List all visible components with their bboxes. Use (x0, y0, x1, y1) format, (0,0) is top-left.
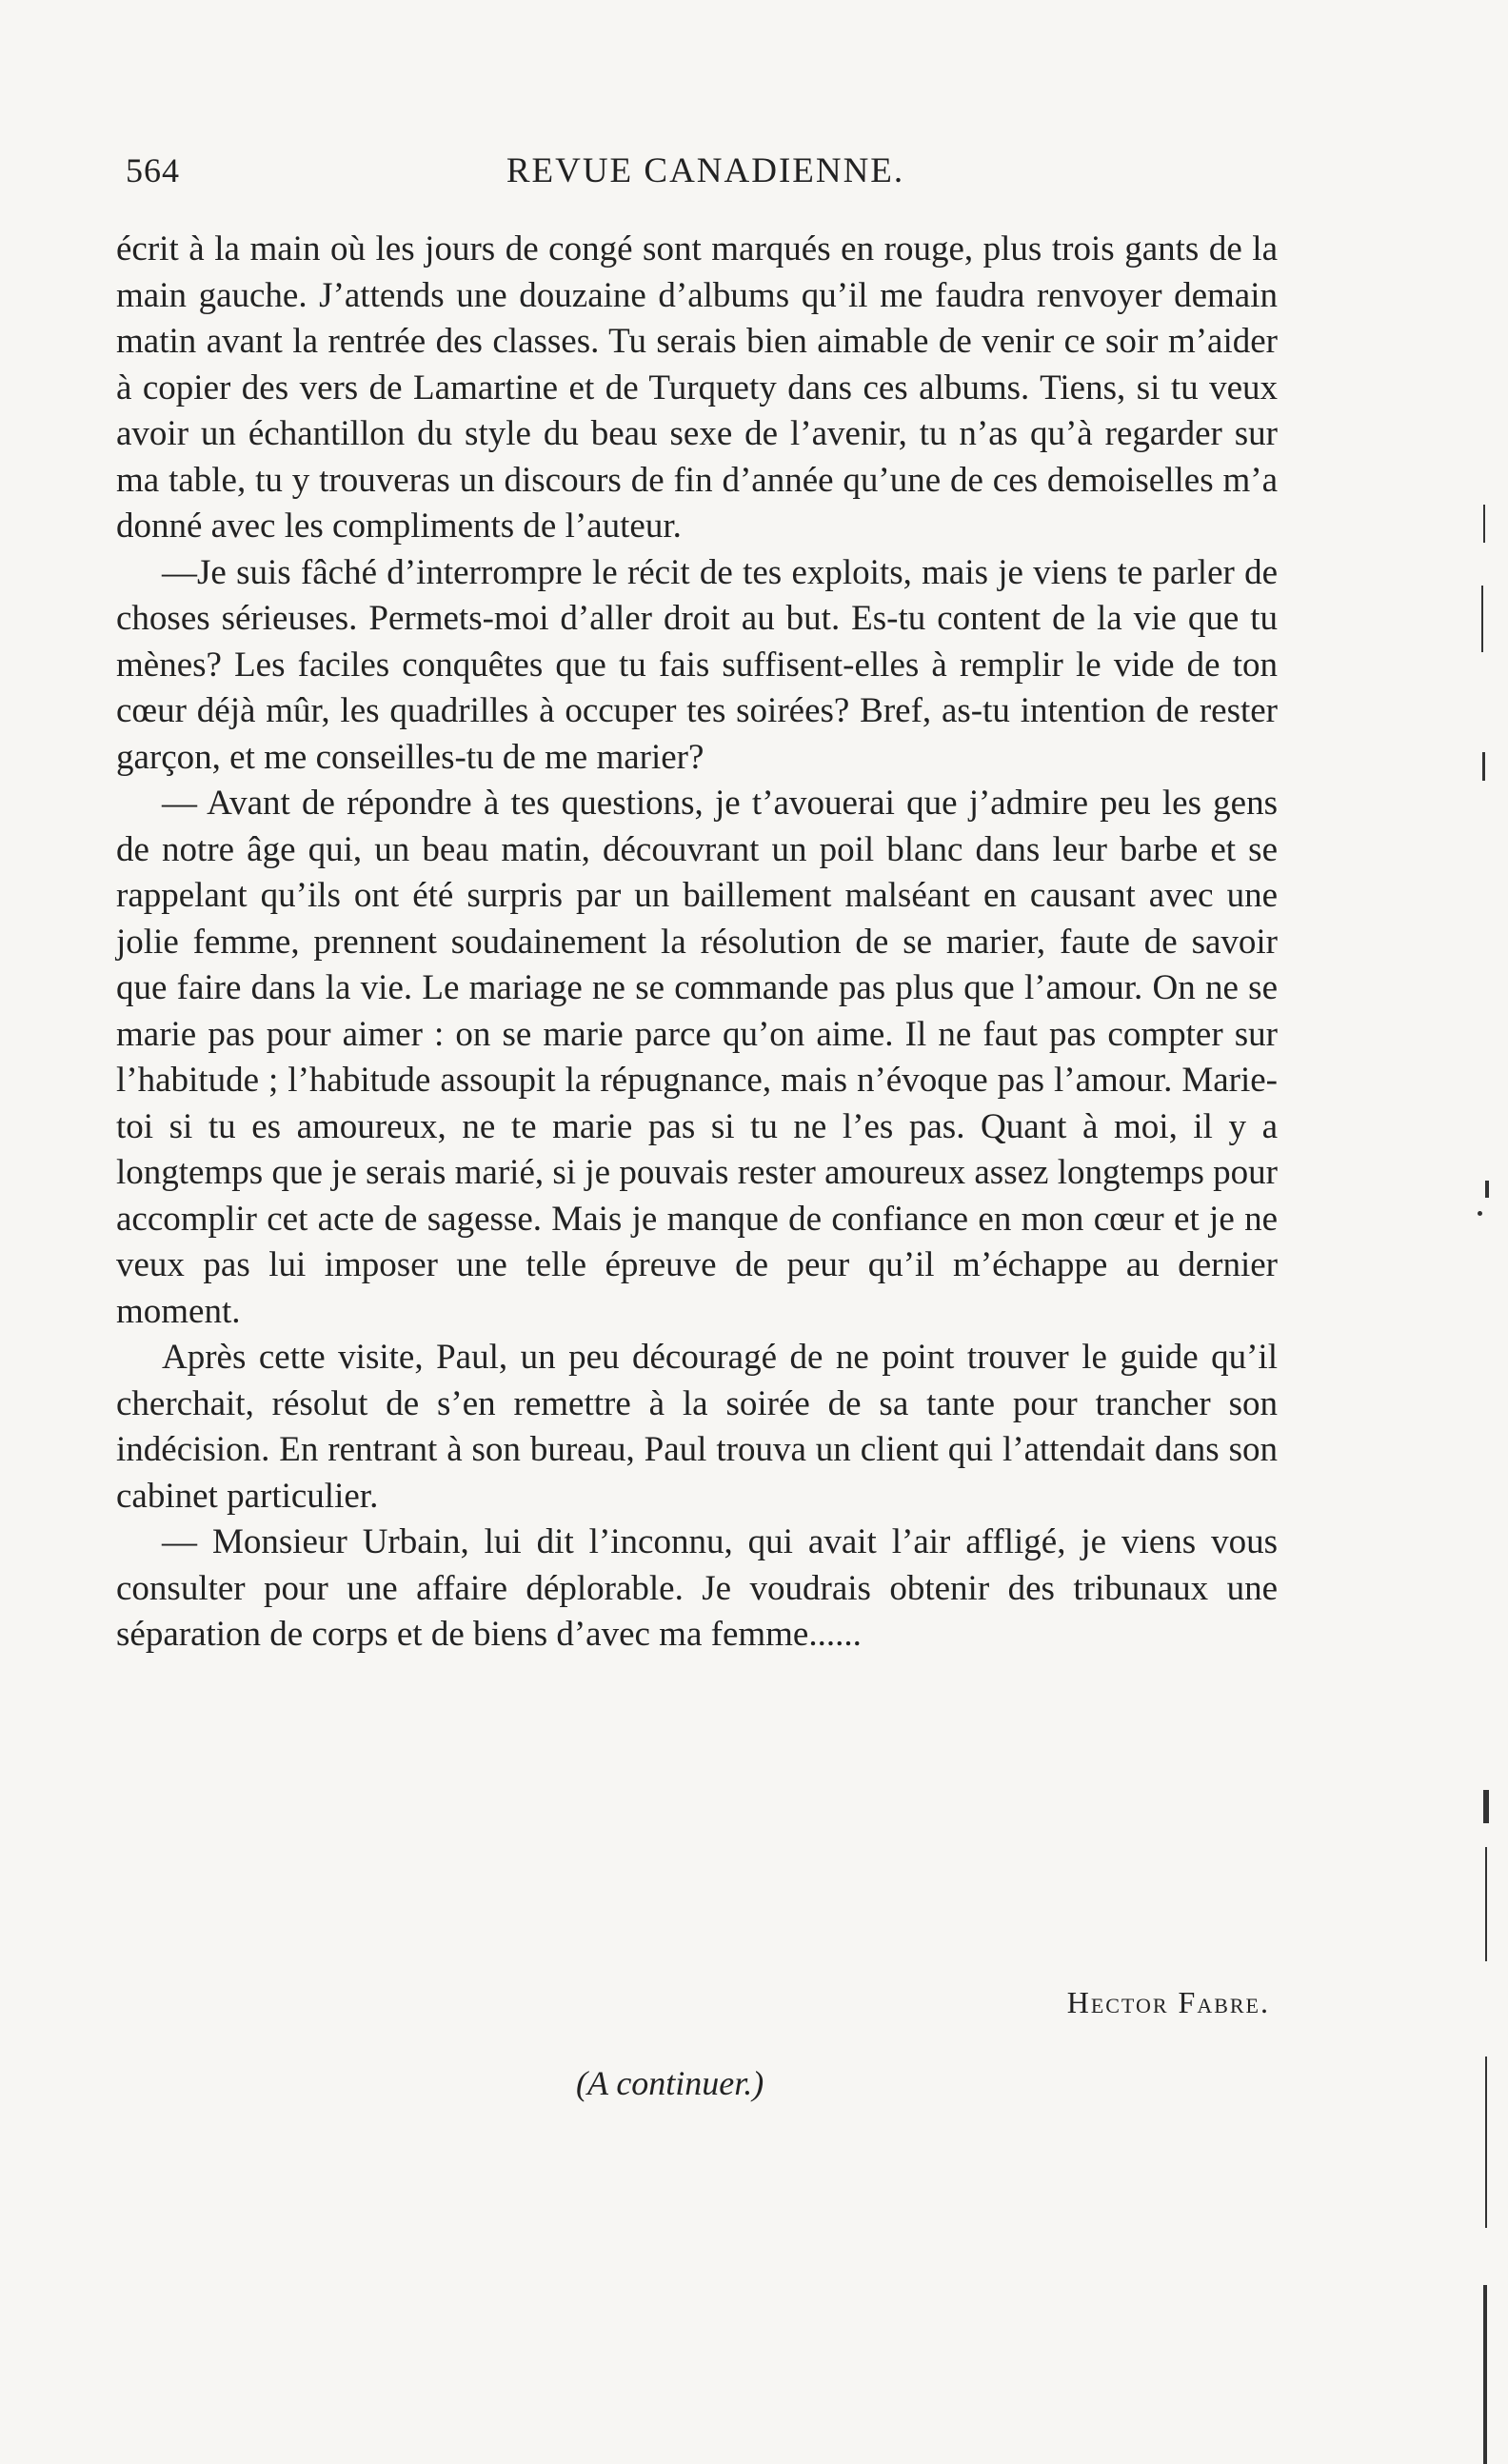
binding-edge-mark (1483, 505, 1485, 543)
binding-edge-mark (1483, 1790, 1489, 1823)
paragraph: —Je suis fâché d’interrompre le récit de tes exploits, mais je viens te parler de choses sérieuses. Permets-moi d’aller droit au but. Es-tu content de la vie que tu mènes? Les faciles conquêtes que tu fais suffisent-elles à remplir le vide de ton cœur déjà mûr, les quadrilles à occuper tes soirées? Bref, as-tu intention de rester garçon, et me conseilles-tu de me marier? (116, 552, 1278, 777)
paragraph: Après cette visite, Paul, un peu découragé de ne point trouver le guide qu’il cherchait, résolut de s’en remettre à la soirée de sa tante pour trancher son indécision. En rentrant à son bureau, Paul trouva un client qui l’attendait dans son cabinet particulier. (116, 1338, 1278, 1516)
paragraph: — Avant de répondre à tes questions, je t’avouerai que j’admire peu les gens de notre âge qui, un beau matin, découvrant un poil blanc dans leur barbe et se rappelant qu’ils ont été surpris par un baillement malséant en causant avec une jolie femme, prennent soudainement la résolution de se marier, faute de savoir que faire dans la vie. Le mariage ne se commande pas plus que l’amour. On ne se marie pas pour aimer : on se marie parce qu’on aime. Il ne faut pas compter sur l’habitude ; l’habitude assoupit la répugnance, mais n’évoque pas l’amour. Marie-toi si tu es amoureux, ne te marie pas si tu ne l’es pas. Quant à moi, il y a longtemps que je serais marié, si je pouvais rester amoureux assez longtemps pour accomplir cet acte de sagesse. Mais je manque de confiance en mon cœur et je ne veux pas lui imposer une telle épreuve de peur qu’il m’échappe au dernier moment. (116, 784, 1278, 1331)
binding-edge-mark (1483, 2285, 1487, 2464)
binding-edge-mark (1485, 2057, 1487, 2228)
paragraph: écrit à la main où les jours de congé sont marqués en rouge, plus trois gants de la main gauche. J’attends une douzaine d’albums qu’il me faudra renvoyer demain matin avant la rentrée des classes. Tu serais bien aimable de venir ce soir m’aider à copier des vers de Lamartine et de Turquety dans ces albums. Tiens, si tu veux avoir un échantillon du style du beau sexe de l’avenir, tu n’as qu’à regarder sur ma table, tu y trouveras un discours de fin d’année qu’une de ces demoiselles m’a donné avec les compliments de l’auteur. (116, 229, 1278, 546)
paragraph: — Monsieur Urbain, lui dit l’inconnu, qui avait l’air affligé, je viens vous consulter pour une affaire déplorable. Je voudrais obtenir des tribunaux une séparation de corps et de biens d’avec ma femme...... (116, 1522, 1278, 1654)
binding-edge-mark (1478, 1211, 1482, 1216)
binding-edge-mark (1481, 586, 1483, 652)
author-signature: Hector Fabre. (1066, 1985, 1270, 2019)
binding-edge-mark (1485, 1847, 1487, 1961)
body-text (116, 227, 1278, 1659)
binding-edge-mark (1485, 1181, 1489, 1198)
running-title: REVUE CANADIENNE. (506, 151, 905, 190)
binding-edge-mark (1482, 752, 1485, 781)
page-header (126, 150, 1285, 208)
continuation-note: (A continuer.) (576, 2064, 764, 2102)
page-number: 564 (126, 151, 180, 189)
